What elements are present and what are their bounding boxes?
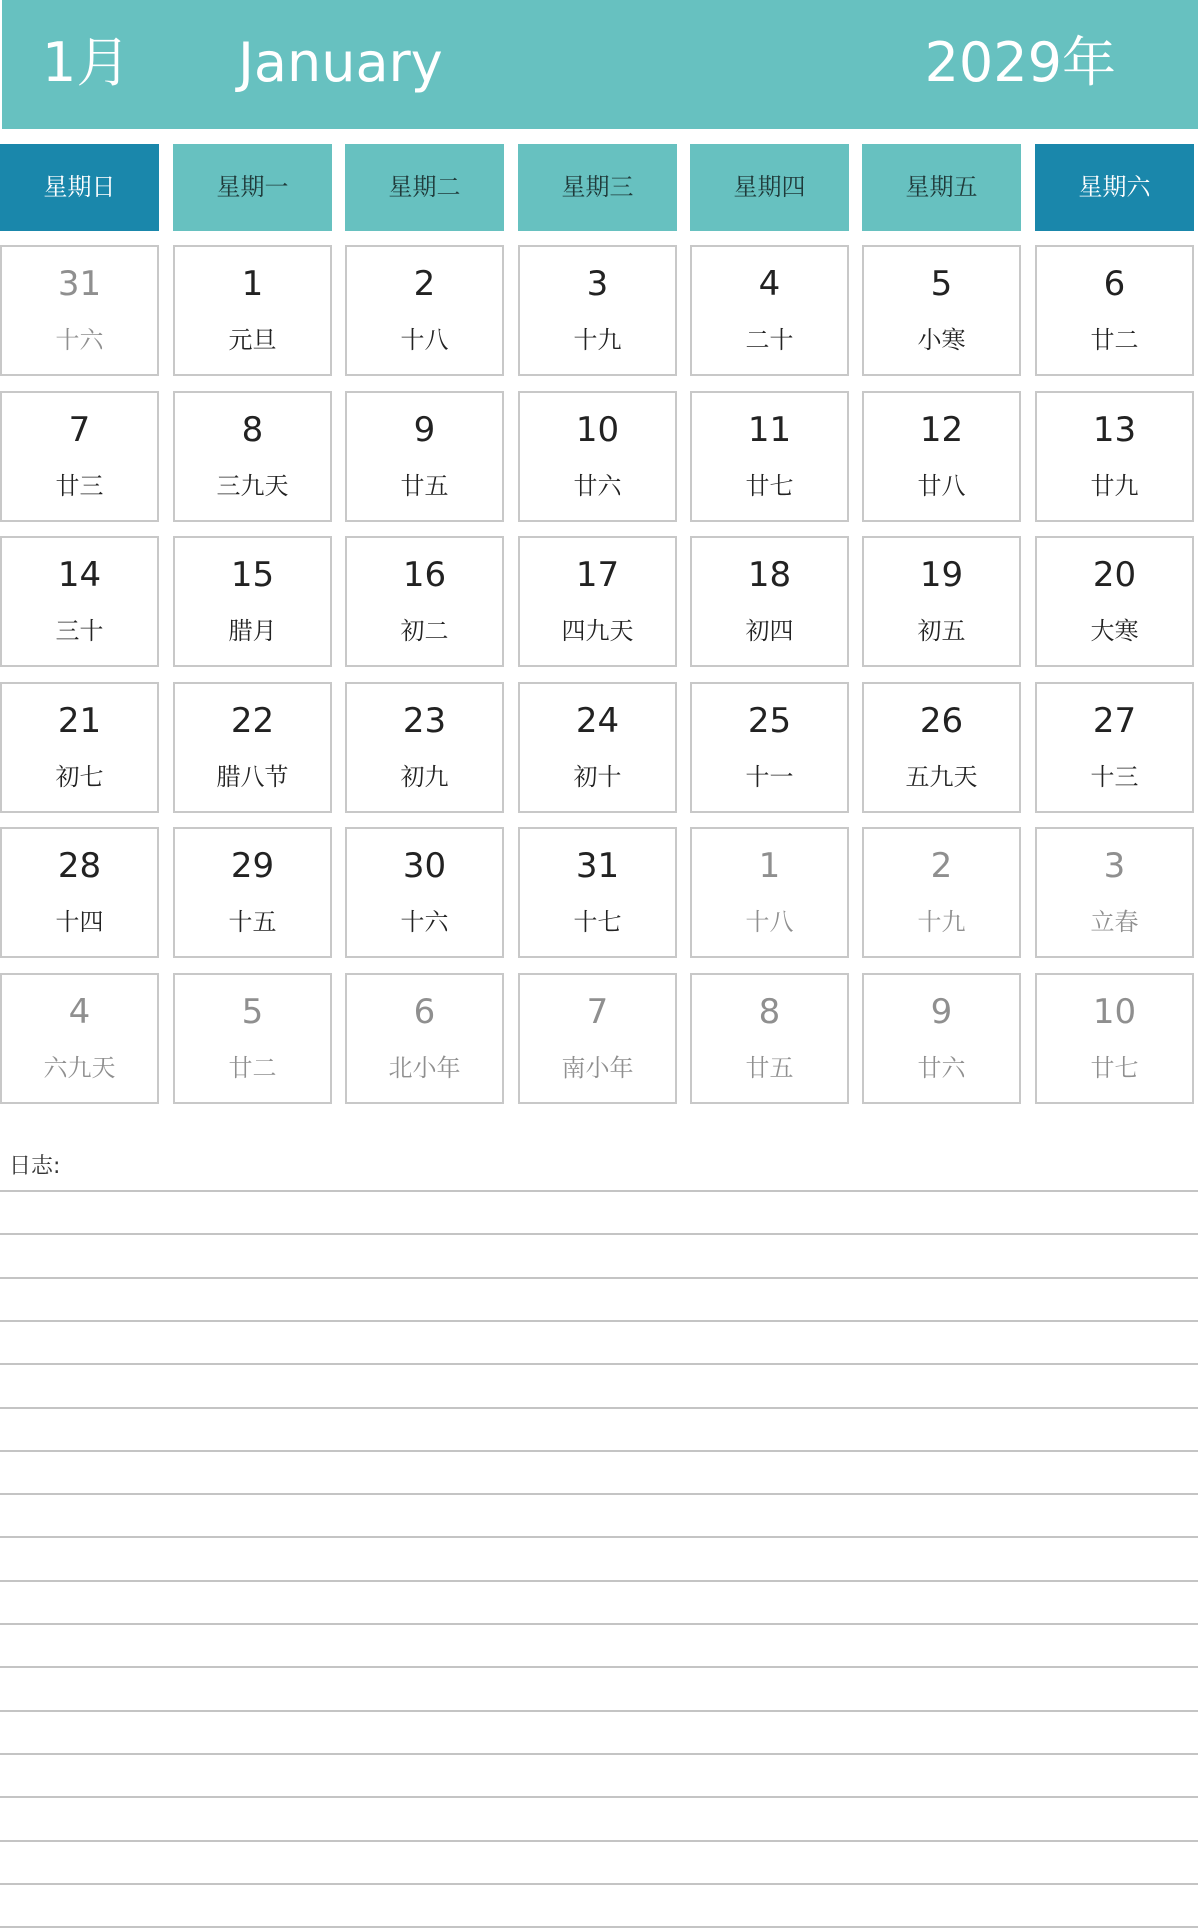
notes-line[interactable]: [0, 1536, 1198, 1538]
day-cell[interactable]: [0, 536, 159, 667]
day-number: 7: [68, 410, 91, 450]
day-cell[interactable]: [690, 536, 849, 667]
lunar-date: 廿三: [55, 472, 104, 500]
notes-line[interactable]: [0, 1710, 1198, 1712]
day-number: 9: [930, 992, 953, 1032]
lunar-date: 十七: [573, 908, 622, 936]
notes-line[interactable]: [0, 1277, 1198, 1279]
lunar-date: 五九天: [905, 763, 978, 791]
day-cell[interactable]: [173, 827, 332, 958]
lunar-date: 廿七: [1090, 1054, 1139, 1082]
day-cell[interactable]: [345, 391, 504, 522]
lunar-date: 四九天: [561, 617, 634, 645]
day-number: 16: [402, 555, 447, 595]
day-number: 24: [575, 701, 620, 741]
day-cell[interactable]: [690, 391, 849, 522]
month-chinese: 1月: [42, 31, 131, 94]
lunar-date: 十九: [917, 908, 966, 936]
day-cell[interactable]: [518, 973, 677, 1104]
day-number: 6: [1103, 264, 1126, 304]
month-english: January: [238, 31, 443, 94]
lunar-date: 十一: [745, 763, 794, 791]
day-number: 31: [57, 264, 102, 304]
lunar-date: 十六: [55, 326, 104, 354]
lunar-date: 廿五: [745, 1054, 794, 1082]
day-cell[interactable]: [518, 391, 677, 522]
day-cell[interactable]: [1035, 536, 1194, 667]
day-cell[interactable]: [173, 682, 332, 813]
day-cell[interactable]: [690, 682, 849, 813]
notes-line[interactable]: [0, 1580, 1198, 1582]
notes-line[interactable]: [0, 1320, 1198, 1322]
day-number: 14: [57, 555, 102, 595]
day-number: 22: [230, 701, 275, 741]
year-label: 2029年: [924, 31, 1116, 94]
day-number: 10: [575, 410, 620, 450]
lunar-date: 廿二: [1090, 326, 1139, 354]
day-cell[interactable]: [345, 682, 504, 813]
notes-label: 日志:: [9, 1154, 61, 1179]
notes-line[interactable]: [0, 1796, 1198, 1798]
lunar-date: 十八: [400, 326, 449, 354]
weekday-header: 星期一: [173, 144, 332, 231]
day-cell[interactable]: [862, 245, 1021, 376]
day-number: 23: [402, 701, 447, 741]
weekday-header: 星期三: [518, 144, 677, 231]
day-cell[interactable]: [690, 973, 849, 1104]
day-cell[interactable]: [345, 827, 504, 958]
day-cell[interactable]: [690, 245, 849, 376]
day-number: 25: [747, 701, 792, 741]
lunar-date: 北小年: [388, 1054, 461, 1082]
day-cell[interactable]: [173, 245, 332, 376]
day-number: 1: [241, 264, 264, 304]
notes-line[interactable]: [0, 1840, 1198, 1842]
day-cell[interactable]: [345, 245, 504, 376]
lunar-date: 廿五: [400, 472, 449, 500]
day-cell[interactable]: [345, 536, 504, 667]
day-number: 13: [1092, 410, 1137, 450]
notes-line[interactable]: [0, 1407, 1198, 1409]
day-cell[interactable]: [1035, 682, 1194, 813]
day-cell[interactable]: [0, 827, 159, 958]
day-number: 17: [575, 555, 620, 595]
day-number: 28: [57, 846, 102, 886]
lunar-date: 十六: [400, 908, 449, 936]
lunar-date: 小寒: [917, 326, 966, 354]
day-cell[interactable]: [1035, 827, 1194, 958]
day-cell[interactable]: [862, 536, 1021, 667]
day-cell[interactable]: [173, 973, 332, 1104]
day-number: 2: [413, 264, 436, 304]
day-number: 8: [758, 992, 781, 1032]
notes-line[interactable]: [0, 1883, 1198, 1885]
lunar-date: 廿二: [228, 1054, 277, 1082]
day-number: 8: [241, 410, 264, 450]
day-number: 10: [1092, 992, 1137, 1032]
lunar-date: 廿六: [573, 472, 622, 500]
day-number: 21: [57, 701, 102, 741]
day-number: 3: [586, 264, 609, 304]
day-number: 19: [919, 555, 964, 595]
lunar-date: 十九: [573, 326, 622, 354]
day-cell[interactable]: [0, 682, 159, 813]
day-cell[interactable]: [862, 682, 1021, 813]
lunar-date: 初九: [400, 763, 449, 791]
day-number: 7: [586, 992, 609, 1032]
weekday-header: 星期六: [1035, 144, 1194, 231]
day-number: 4: [758, 264, 781, 304]
day-cell[interactable]: [1035, 245, 1194, 376]
day-number: 18: [747, 555, 792, 595]
lunar-date: 十三: [1090, 763, 1139, 791]
day-cell[interactable]: [690, 827, 849, 958]
day-number: 31: [575, 846, 620, 886]
notes-line[interactable]: [0, 1926, 1198, 1928]
lunar-date: 三十: [55, 617, 104, 645]
day-number: 29: [230, 846, 275, 886]
lunar-date: 初七: [55, 763, 104, 791]
day-number: 4: [68, 992, 91, 1032]
weekday-header: 星期日: [0, 144, 159, 231]
day-cell[interactable]: [0, 973, 159, 1104]
day-cell[interactable]: [518, 682, 677, 813]
day-number: 20: [1092, 555, 1137, 595]
day-cell[interactable]: [862, 391, 1021, 522]
lunar-date: 十四: [55, 908, 104, 936]
day-cell[interactable]: [862, 827, 1021, 958]
lunar-date: 腊八节: [216, 763, 289, 791]
lunar-date: 十八: [745, 908, 794, 936]
notes-line[interactable]: [0, 1666, 1198, 1668]
lunar-date: 初二: [400, 617, 449, 645]
notes-line[interactable]: [0, 1233, 1198, 1235]
notes-line[interactable]: [0, 1753, 1198, 1755]
day-cell[interactable]: [173, 391, 332, 522]
day-cell[interactable]: [173, 536, 332, 667]
day-cell[interactable]: [1035, 391, 1194, 522]
day-cell[interactable]: [862, 973, 1021, 1104]
lunar-date: 元旦: [228, 326, 277, 354]
day-cell[interactable]: [0, 391, 159, 522]
notes-line[interactable]: [0, 1623, 1198, 1625]
lunar-date: 大寒: [1090, 617, 1139, 645]
day-number: 3: [1103, 846, 1126, 886]
lunar-date: 三九天: [216, 472, 289, 500]
lunar-date: 立春: [1090, 908, 1139, 936]
month-header: [2, 0, 1198, 129]
day-number: 15: [230, 555, 275, 595]
day-number: 1: [758, 846, 781, 886]
weekday-header-row: [0, 144, 1200, 231]
lunar-date: 廿六: [917, 1054, 966, 1082]
day-number: 6: [413, 992, 436, 1032]
day-number: 12: [919, 410, 964, 450]
lunar-date: 初五: [917, 617, 966, 645]
notes-line[interactable]: [0, 1190, 1198, 1192]
day-number: 11: [747, 410, 792, 450]
day-cell[interactable]: [518, 827, 677, 958]
lunar-date: 六九天: [43, 1054, 116, 1082]
lunar-date: 二十: [745, 326, 794, 354]
lunar-date: 廿七: [745, 472, 794, 500]
lunar-date: 南小年: [561, 1054, 634, 1082]
day-number: 26: [919, 701, 964, 741]
lunar-date: 腊月: [228, 617, 277, 645]
day-cell[interactable]: [518, 245, 677, 376]
notes-line[interactable]: [0, 1493, 1198, 1495]
day-number: 2: [930, 846, 953, 886]
day-cell[interactable]: [0, 245, 159, 376]
weekday-header: 星期二: [345, 144, 504, 231]
day-number: 9: [413, 410, 436, 450]
day-cell[interactable]: [1035, 973, 1194, 1104]
lunar-date: 廿九: [1090, 472, 1139, 500]
weekday-header: 星期四: [690, 144, 849, 231]
lunar-date: 初十: [573, 763, 622, 791]
notes-line[interactable]: [0, 1450, 1198, 1452]
day-number: 27: [1092, 701, 1137, 741]
lunar-date: 十五: [228, 908, 277, 936]
weekday-header: 星期五: [862, 144, 1021, 231]
notes-line[interactable]: [0, 1363, 1198, 1365]
day-number: 5: [241, 992, 264, 1032]
day-cell[interactable]: [345, 973, 504, 1104]
day-number: 30: [402, 846, 447, 886]
lunar-date: 初四: [745, 617, 794, 645]
day-number: 5: [930, 264, 953, 304]
lunar-date: 廿八: [917, 472, 966, 500]
day-cell[interactable]: [518, 536, 677, 667]
